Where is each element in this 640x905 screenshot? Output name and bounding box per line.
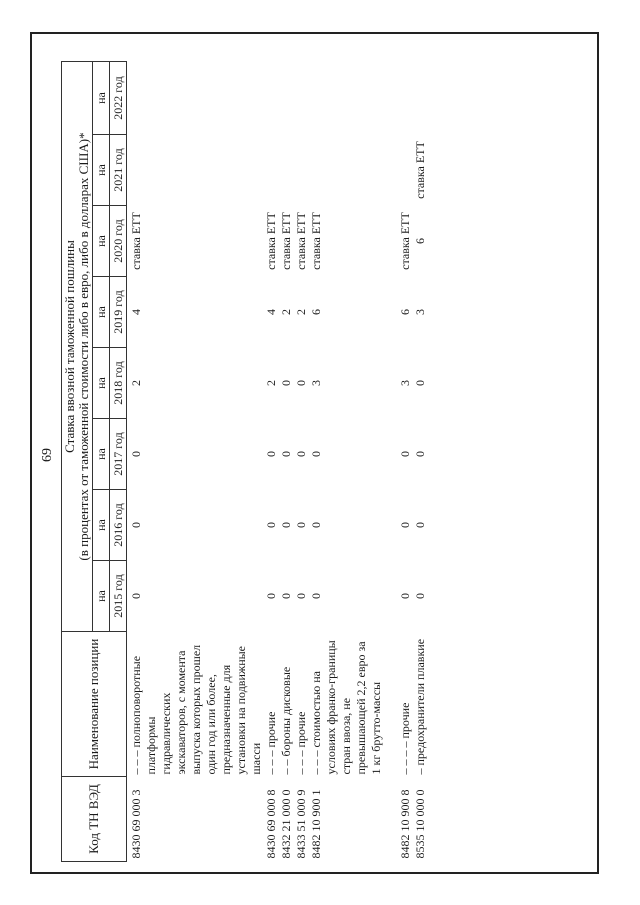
cell-2021 xyxy=(264,135,279,206)
cell-name: – – – прочие xyxy=(294,711,308,775)
table-row xyxy=(279,61,294,861)
cell-2019: 2 xyxy=(279,309,293,315)
header-name: Наименование позиции xyxy=(62,632,127,777)
cell-2021 xyxy=(279,135,294,206)
header-year: 2015 год xyxy=(110,561,127,632)
table-row xyxy=(384,61,413,861)
cell-code: 8482 10 900 1 xyxy=(309,789,323,859)
cell-2018: 0 xyxy=(294,380,308,386)
cell-2015: 0 xyxy=(264,593,278,599)
header-year-pre: на xyxy=(93,490,110,561)
cell-code: 8433 51 000 9 xyxy=(294,789,308,859)
cell-2016: 0 xyxy=(309,522,323,528)
cell-2015: 0 xyxy=(279,593,293,599)
cell-2016: 0 xyxy=(398,522,412,528)
cell-2018: 0 xyxy=(413,380,427,386)
cell-2022 xyxy=(264,61,279,134)
cell-name: – – – – прочие xyxy=(398,702,412,775)
cell-2019: 3 xyxy=(413,309,427,315)
cell-name: – – бороны дисковые xyxy=(279,666,293,775)
cell-2019: 4 xyxy=(129,309,143,315)
header-year: 2022 год xyxy=(110,61,127,134)
cell-2015: 0 xyxy=(129,593,143,599)
header-year-pre: на xyxy=(93,61,110,134)
table-row xyxy=(294,61,309,861)
cell-2015: 0 xyxy=(398,593,412,599)
cell-2016: 0 xyxy=(294,522,308,528)
cell-2021 xyxy=(127,135,265,206)
header-year-pre: на xyxy=(93,135,110,206)
cell-2022 xyxy=(309,61,384,134)
cell-2021 xyxy=(309,135,384,206)
cell-2017: 0 xyxy=(294,451,308,457)
cell-2022 xyxy=(294,61,309,134)
cell-2018: 2 xyxy=(129,380,143,386)
cell-2020: ставка ЕТТ xyxy=(279,212,293,270)
cell-2021: ставка ЕТТ xyxy=(413,141,427,199)
cell-2018: 2 xyxy=(264,380,278,386)
cell-2022 xyxy=(279,61,294,134)
cell-2018: 3 xyxy=(309,380,323,386)
table-row xyxy=(309,61,384,861)
header-code: Код ТН ВЭД xyxy=(62,777,127,862)
header-year-pre: на xyxy=(93,277,110,348)
cell-2019: 2 xyxy=(294,309,308,315)
table-row xyxy=(413,61,428,861)
table-row xyxy=(127,61,265,861)
page-number: 69 xyxy=(40,448,55,462)
cell-code: 8482 10 900 8 xyxy=(398,789,412,859)
cell-code: 8432 21 000 0 xyxy=(279,789,293,859)
cell-name: – предохранители плавкие xyxy=(413,638,427,775)
cell-2015: 0 xyxy=(309,593,323,599)
cell-2017: 0 xyxy=(413,451,427,457)
header-year-pre: на xyxy=(93,561,110,632)
header-rate xyxy=(62,61,93,631)
cell-2019: 6 xyxy=(309,309,323,315)
cell-2018: 0 xyxy=(279,380,293,386)
cell-2016: 0 xyxy=(129,522,143,528)
cell-2022 xyxy=(384,61,413,134)
header-year: 2018 год xyxy=(110,348,127,419)
rotated-page-content xyxy=(36,40,596,870)
cell-name: – – – прочие xyxy=(264,711,278,775)
cell-2020: ставка ЕТТ xyxy=(264,212,278,270)
cell-2019: 6 xyxy=(398,309,412,315)
cell-code: 8430 69 000 8 xyxy=(264,789,278,859)
cell-2021 xyxy=(294,135,309,206)
cell-2021 xyxy=(384,135,413,206)
cell-2016: 0 xyxy=(413,522,427,528)
header-year-pre: на xyxy=(93,419,110,490)
header-year: 2019 год xyxy=(110,277,127,348)
header-year: 2021 год xyxy=(110,135,127,206)
header-year: 2017 год xyxy=(110,419,127,490)
cell-2022 xyxy=(127,61,265,134)
cell-2018: 3 xyxy=(398,380,412,386)
cell-2016: 0 xyxy=(264,522,278,528)
cell-2017: 0 xyxy=(129,451,143,457)
header-year-pre: на xyxy=(93,206,110,277)
cell-2020: ставка ЕТТ xyxy=(398,212,412,270)
cell-2017: 0 xyxy=(279,451,293,457)
cell-name: – – – стоимостью на условиях франко-границы стран ввоза, не превышающей 2,2 евро за 1 кг брутто-массы xyxy=(309,640,383,775)
cell-2017: 0 xyxy=(264,451,278,457)
cell-code: 8535 10 000 0 xyxy=(413,789,427,859)
cell-2015: 0 xyxy=(413,593,427,599)
cell-2019: 4 xyxy=(264,309,278,315)
cell-name: – – – полноповоротные платформы гидравлических экскаваторов, с момента выпуска которых прошел один год или более, предназначенные для установки на подвижные шасси xyxy=(129,644,263,775)
header-year: 2016 год xyxy=(110,490,127,561)
cell-2020: ставка ЕТТ xyxy=(294,212,308,270)
tariff-table xyxy=(61,61,428,862)
header-year: 2020 год xyxy=(110,206,127,277)
cell-2020: 6 xyxy=(413,238,427,244)
cell-2017: 0 xyxy=(398,451,412,457)
cell-2016: 0 xyxy=(279,522,293,528)
header-rate-line2: (в процентах от таможенной стоимости либо в евро, либо в долларах США)* xyxy=(76,132,91,561)
cell-2022 xyxy=(413,61,428,134)
cell-2020: ставка ЕТТ xyxy=(309,212,323,270)
header-year-pre: на xyxy=(93,348,110,419)
cell-2017: 0 xyxy=(309,451,323,457)
header-rate-line1: Ставка ввозной таможенной пошлины xyxy=(62,240,77,453)
table-row xyxy=(264,61,279,861)
cell-2020: ставка ЕТТ xyxy=(129,212,143,270)
cell-code: 8430 69 000 3 xyxy=(129,789,143,859)
cell-2015: 0 xyxy=(294,593,308,599)
